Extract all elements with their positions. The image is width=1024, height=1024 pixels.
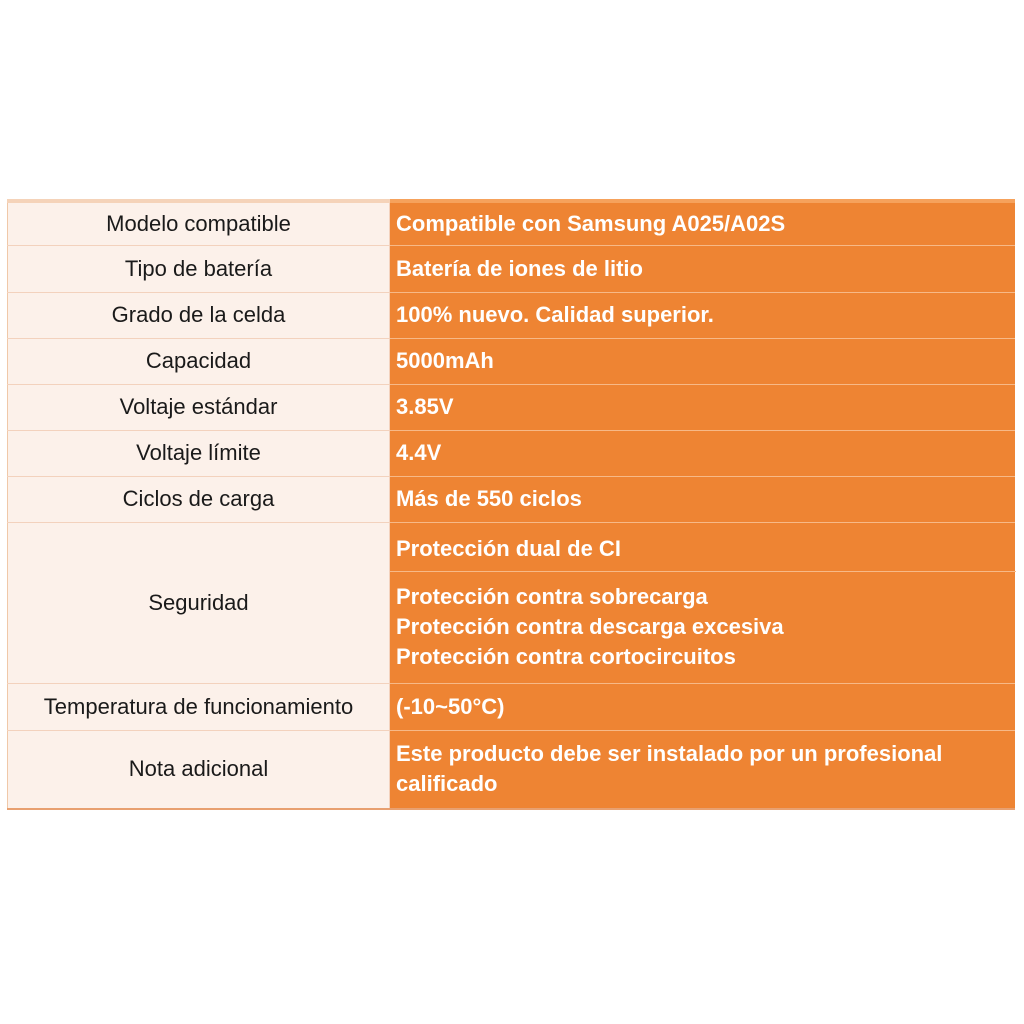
row-value-security — [390, 522, 1016, 683]
spec-table — [7, 199, 1015, 810]
row-label-cell-grade: Grado de la celda — [8, 292, 390, 338]
table-row — [8, 338, 1016, 384]
note-line: calificado — [396, 771, 498, 797]
row-value-capacity: 5000mAh — [390, 338, 1016, 384]
row-value-limit-voltage: 4.4V — [390, 430, 1016, 476]
row-label-security: Seguridad — [8, 522, 390, 683]
row-value-cell-grade: 100% nuevo. Calidad superior. — [390, 292, 1016, 338]
row-value-charge-cycles: Más de 550 ciclos — [390, 476, 1016, 522]
row-label-limit-voltage: Voltaje límite — [8, 430, 390, 476]
row-value-compatible-model: Compatible con Samsung A025/A02S — [390, 201, 1016, 245]
row-label-charge-cycles: Ciclos de carga — [8, 476, 390, 522]
security-line: Protección contra descarga excesiva — [396, 613, 784, 639]
row-value-additional-note — [390, 730, 1016, 809]
note-line: Este producto debe ser instalado por un profesional — [396, 741, 943, 767]
table-row — [8, 522, 1016, 683]
table-row — [8, 730, 1016, 809]
security-line: Protección dual de CI — [396, 535, 621, 561]
table-row — [8, 683, 1016, 730]
row-value-standard-voltage: 3.85V — [390, 384, 1016, 430]
row-label-capacity: Capacidad — [8, 338, 390, 384]
table-row — [8, 384, 1016, 430]
table-row — [8, 245, 1016, 292]
row-label-battery-type: Tipo de batería — [8, 245, 390, 292]
table-row — [8, 201, 1016, 245]
table-row — [8, 292, 1016, 338]
security-line: Protección contra cortocircuitos — [396, 643, 736, 669]
row-label-additional-note: Nota adicional — [8, 730, 390, 809]
table-row — [8, 476, 1016, 522]
row-label-standard-voltage: Voltaje estándar — [8, 384, 390, 430]
row-value-battery-type: Batería de iones de litio — [390, 245, 1016, 292]
security-divider — [390, 571, 1016, 572]
row-label-compatible-model: Modelo compatible — [8, 201, 390, 245]
table-row — [8, 430, 1016, 476]
row-value-operating-temperature: (-10~50°C) — [390, 683, 1016, 730]
security-line: Protección contra sobrecarga — [396, 583, 708, 609]
row-label-operating-temperature: Temperatura de funcionamiento — [8, 683, 390, 730]
